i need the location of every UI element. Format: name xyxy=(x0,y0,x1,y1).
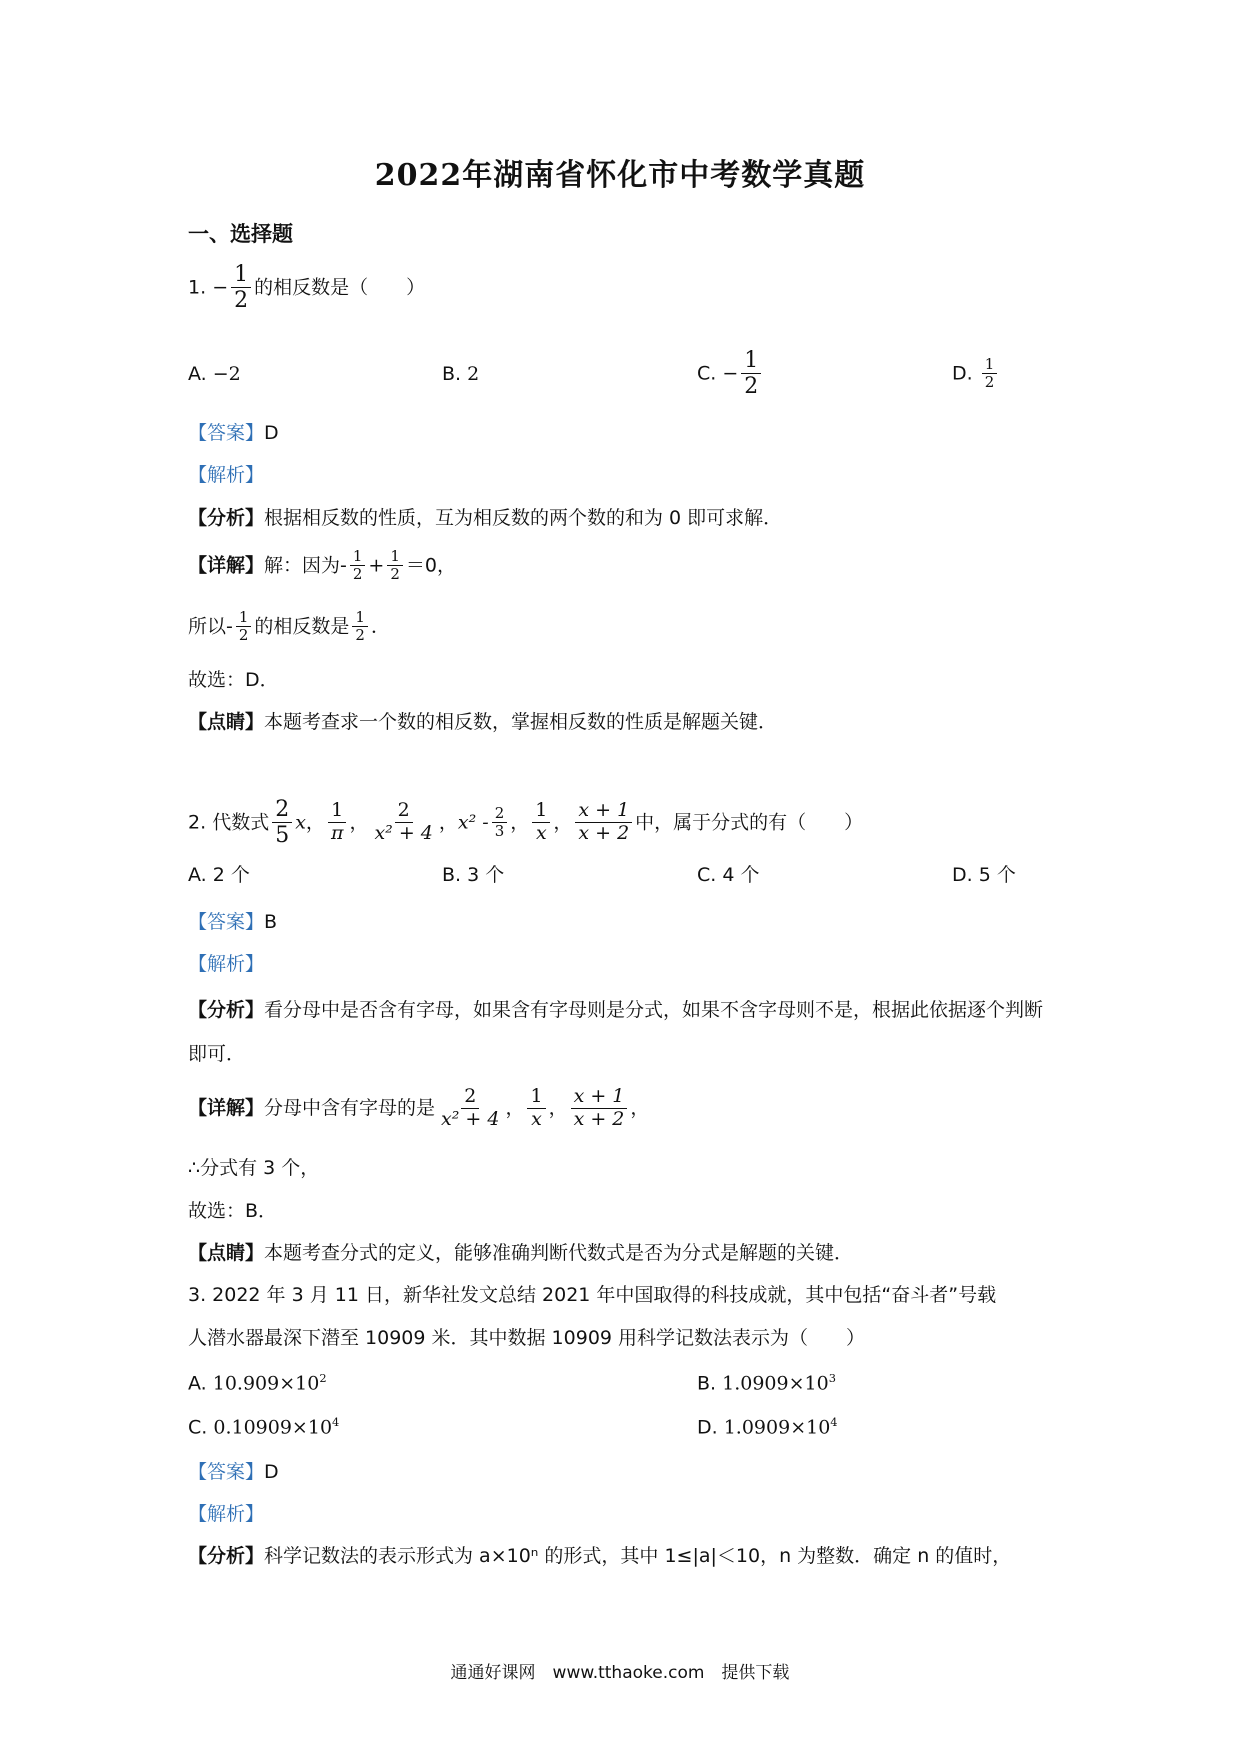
answer-2: 【答案】B xyxy=(188,911,278,933)
comment-1: 【点睛】本题考查求一个数的相反数，掌握相反数的性质是解题关键． xyxy=(188,711,778,733)
fraction: $\frac{x + 1}{x + 2}$ xyxy=(575,800,632,845)
fraction: $\frac{1}{2}$ xyxy=(350,548,366,584)
choice-1: 故选：D． xyxy=(188,669,279,691)
fraction: $\frac{1}{2}$ xyxy=(741,348,761,400)
fraction: $\frac{1}{\pi}$ xyxy=(328,800,347,845)
question-2-stem: 2. 代数式 $\frac{2}{5}$ x， $\frac{1}{\pi}$ ， $\frac{2}{\text{x² + 4}}$ ，x² - $\frac{2}{3}$ ， $\frac{1}{x}$ ， $\frac{x + 1}{x + 2}$ 中，属于分式的有（ ） xyxy=(188,797,864,849)
option-d: D. $1.0909\times 10^4$ xyxy=(697,1415,838,1439)
fraction: $\frac{1}{2}$ xyxy=(352,609,368,645)
option-a: A. 2 个 xyxy=(188,864,250,886)
count-2: ∴分式有 3 个， xyxy=(188,1157,320,1179)
analysis-1: 【分析】根据相反数的性质，互为相反数的两个数的和为 0 即可求解． xyxy=(188,507,783,529)
page-title: 2022年湖南省怀化市中考数学真题 xyxy=(374,158,866,193)
fraction: $\frac{1}{2}$ xyxy=(982,356,998,392)
analysis-2: 【分析】看分母中是否含有字母，如果含有字母则是分式，如果不含字母则不是，根据此依据逐个判断即可． xyxy=(188,999,1044,1065)
answer-1: 【答案】D xyxy=(188,422,279,444)
option-b: B. $1.0909\times 10^3$ xyxy=(697,1371,836,1395)
option-c: C. $0.10909\times 10^4$ xyxy=(188,1415,340,1439)
fraction: $\frac{1}{x}$ xyxy=(527,1086,545,1131)
option-a: A. $10.909\times 10^2$ xyxy=(188,1371,327,1395)
option-d: D. $\frac{1}{2}$ xyxy=(952,356,1000,392)
question-3-line-2: 人潜水器最深下潜至 10909 米．其中数据 10909 用科学记数法表示为（ ） xyxy=(188,1327,866,1349)
analysis-head-1: 【解析】 xyxy=(188,464,265,486)
comment-2: 【点睛】本题考查分式的定义，能够准确判断代数式是否为分式是解题的关键． xyxy=(188,1242,854,1264)
fraction: $\frac{x + 1}{x + 2}$ xyxy=(571,1086,628,1131)
option-d: D. 5 个 xyxy=(952,864,1016,886)
choice-2: 故选：B． xyxy=(188,1200,278,1222)
question-3-line-1: 3. 2022 年 3 月 11 日，新华社发文总结 2021 年中国取得的科技成就，其中包括“奋斗者”号载 xyxy=(188,1284,997,1306)
option-a: A. −2 xyxy=(188,363,241,385)
question-1-stem: 1. − $\frac{1}{2}$ 的相反数是（ ） xyxy=(188,262,426,314)
section-heading: 一、选择题 xyxy=(188,222,293,246)
conclusion-1: 所以- $\frac{1}{2}$ 的相反数是 $\frac{1}{2}$ ． xyxy=(188,608,390,645)
analysis-head-2: 【解析】 xyxy=(188,953,265,975)
option-b: B. 2 xyxy=(442,363,480,385)
analysis-3: 【分析】科学记数法的表示形式为 a×10ⁿ 的形式，其中 1≤|a|＜10，n 为整数．确定 n 的值时， xyxy=(188,1545,1012,1567)
fraction: $\frac{1}{x}$ xyxy=(532,800,550,845)
answer-3: 【答案】D xyxy=(188,1461,279,1483)
analysis-head-3: 【解析】 xyxy=(188,1503,265,1525)
fraction: $\frac{2}{5}$ xyxy=(272,797,292,849)
fraction: $\frac{1}{2}$ xyxy=(387,548,403,584)
detail-1: 【详解】解：因为- $\frac{1}{2}$ + $\frac{1}{2}$ ＝0， xyxy=(188,547,456,584)
fraction: $\frac{2}{\text{x² + 4}}$ xyxy=(441,1085,500,1130)
fraction: $\frac{1}{2}$ xyxy=(236,609,252,645)
detail-2: 【详解】分母中含有字母的是 $\frac{2}{\text{x² + 4}}$ ， $\frac{1}{x}$ ， $\frac{x + 1}{x + 2}$ ， xyxy=(188,1085,650,1130)
fraction: $\frac{2}{\text{x² + 4}}$ xyxy=(374,799,433,845)
page-footer: 通通好课网 www.tthaoke.com 提供下载 xyxy=(450,1663,790,1683)
fraction: $\frac{2}{3}$ xyxy=(492,805,508,841)
fraction: $\frac{1}{2}$ xyxy=(231,262,251,314)
option-b: B. 3 个 xyxy=(442,864,505,886)
option-c: C. − $\frac{1}{2}$ xyxy=(697,348,764,400)
option-c: C. 4 个 xyxy=(697,864,760,886)
